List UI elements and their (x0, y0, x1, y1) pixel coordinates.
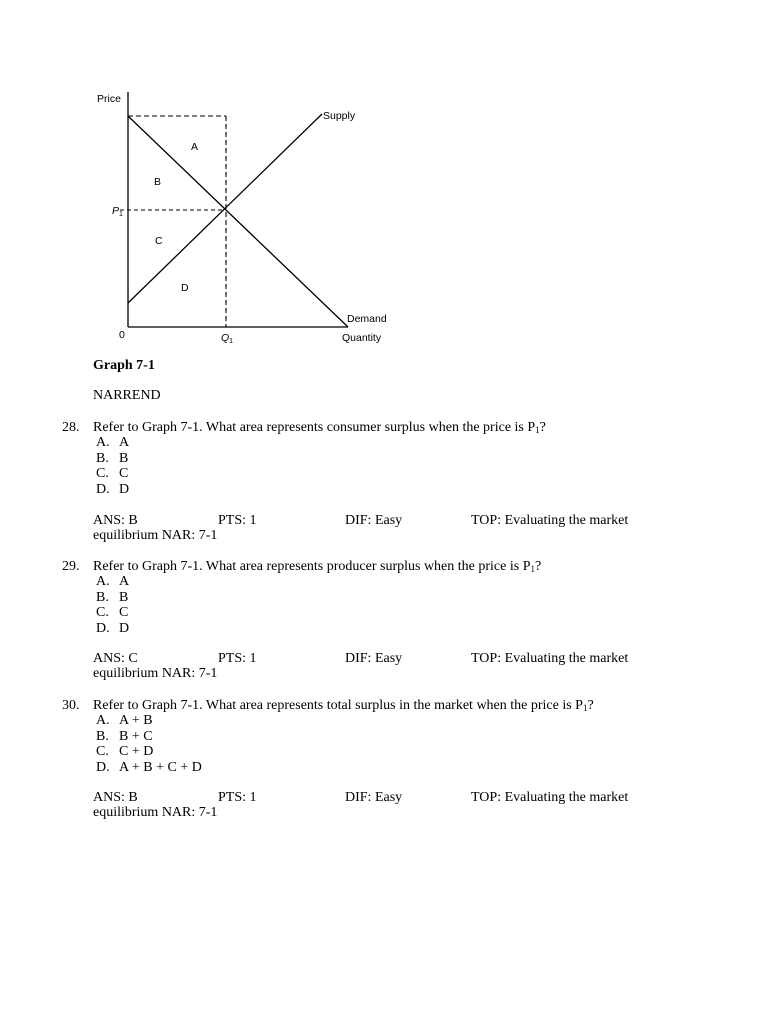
question-text: Refer to Graph 7-1. What area represents producer surplus when the price is $P_1$? (93, 559, 542, 574)
x-axis-label: Quantity (342, 332, 382, 344)
difficulty: DIF: Easy (345, 513, 403, 528)
option-b: B. B + C (96, 728, 153, 744)
topic-continued: equilibrium NAR: 7-1 (93, 528, 218, 543)
answer-block (93, 790, 653, 822)
q1-label: Q1 (221, 332, 234, 345)
answer-key: ANS: C (93, 651, 138, 666)
option-a: A. A (96, 435, 130, 450)
topic: TOP: Evaluating the market (471, 651, 629, 666)
difficulty: DIF: Easy (345, 651, 403, 666)
options-list (96, 574, 129, 636)
question-number: 30. (62, 698, 80, 713)
option-d: D. A + B + C + D (96, 759, 202, 775)
option-c: C. C + D (96, 744, 154, 759)
difficulty: DIF: Easy (345, 790, 403, 805)
option-d: D. D (96, 481, 130, 497)
supply-label: Supply (323, 110, 356, 122)
demand-curve (128, 116, 348, 327)
answer-block (93, 513, 653, 545)
options-list (96, 713, 202, 775)
answer-key: ANS: B (93, 513, 138, 528)
area-a-label: A (191, 141, 199, 153)
supply-demand-graph (90, 84, 410, 354)
area-b-label: B (154, 176, 162, 188)
topic: TOP: Evaluating the market (471, 513, 629, 528)
options-list (96, 435, 129, 497)
narrend-marker: NARREND (93, 388, 161, 403)
topic-continued: equilibrium NAR: 7-1 (93, 805, 218, 820)
graph-caption: Graph 7-1 (93, 358, 155, 373)
option-a: A. A + B (96, 713, 153, 728)
p1-label: P1 (112, 205, 123, 218)
answer-block (93, 651, 653, 683)
points: PTS: 1 (218, 513, 257, 528)
area-d-label: D (181, 282, 189, 294)
option-c: C. C (96, 605, 129, 620)
origin-label: 0 (119, 329, 125, 341)
option-a: A. A (96, 574, 130, 589)
points: PTS: 1 (218, 790, 257, 805)
y-axis-label: Price (97, 93, 121, 105)
question-text: Refer to Graph 7-1. What area represents consumer surplus when the price is $P_1$? (93, 420, 546, 435)
topic-continued: equilibrium NAR: 7-1 (93, 666, 218, 681)
answer-key: ANS: B (93, 790, 138, 805)
option-b: B. B (96, 589, 129, 605)
question-text: Refer to Graph 7-1. What area represents total surplus in the market when the price is $P_1$? (93, 698, 594, 713)
option-b: B. B (96, 450, 129, 466)
option-c: C. C (96, 466, 129, 481)
demand-label: Demand (347, 313, 387, 325)
question-number: 29. (62, 559, 80, 574)
points: PTS: 1 (218, 651, 257, 666)
area-c-label: C (155, 235, 163, 247)
option-d: D. D (96, 620, 130, 636)
question-number: 28. (62, 420, 80, 435)
topic: TOP: Evaluating the market (471, 790, 629, 805)
